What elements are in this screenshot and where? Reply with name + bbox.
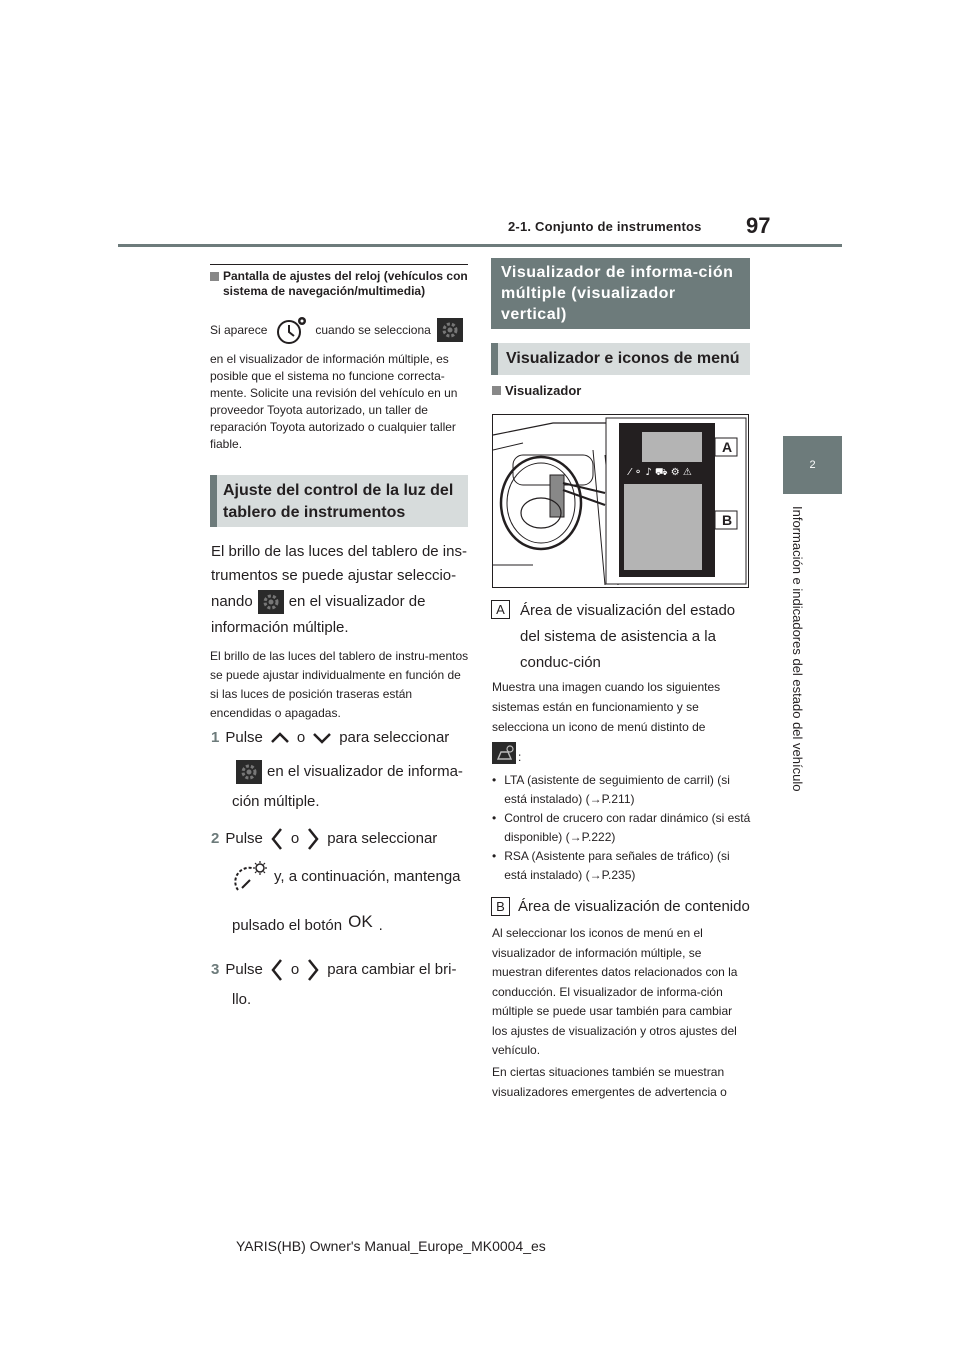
square-bullet-icon (210, 272, 219, 281)
manual-footer: YARIS(HB) Owner's Manual_Europe_MK0004_es (236, 1238, 546, 1254)
left-arrow-icon (269, 957, 285, 983)
step-2-cont: y, a continuación, mantenga (232, 860, 477, 894)
callout-a-label: A (722, 439, 733, 455)
step-3: 3 Pulse o para cambiar el bri- (211, 957, 471, 983)
chapter-side-label: Información e indicadores del estado del vehículo (790, 506, 805, 792)
clock-settings-heading: Pantalla de ajustes del reloj (vehículos con sistema de navegación/multimedia) (210, 264, 468, 299)
clock-warning-line: Si aparece cuando se selecciona (210, 315, 470, 345)
area-b-description: Al seleccionar los iconos de menú en el visualizador de información múltiple, se muestran diferentes datos relacionados con la conducción. El visualizador de informa-ción múltiple se puede usar también para cambiar los ajustes de visualización y otros ajustes del vehículo. (492, 926, 738, 1057)
assist-systems-list (492, 771, 752, 885)
list-item: • RSA (Asistente para señales de tráfico) (si está instalado) (→P.235) (492, 849, 730, 882)
list-item: • Control de crucero con radar dinámico (si está disponible) (→P.222) (492, 811, 751, 844)
square-bullet-icon (492, 386, 501, 395)
down-arrow-icon (311, 731, 333, 745)
callout-b-label: B (722, 512, 733, 528)
page-number: 97 (746, 213, 771, 238)
right-arrow-icon (305, 826, 321, 852)
up-arrow-icon (269, 731, 291, 745)
area-a-title: A Área de visualización del estado del sistema de asistencia a la conduc-ción (491, 598, 753, 676)
menu-icons-banner: Visualizador e iconos de menú (491, 343, 750, 375)
dashboard-drawing (493, 415, 748, 587)
ok-button-label: OK (348, 912, 373, 931)
settings-gear-icon (236, 760, 262, 784)
svg-text:⁄ ⚬ ♪ ⛟ ⚙ ⚠: ⁄ ⚬ ♪ ⛟ ⚙ ⚠ (629, 467, 692, 478)
step-2-end: pulsado el botón OK . (232, 912, 383, 934)
panel-light-note: El brillo de las luces del tablero de instru-mentos se puede ajustar individualmente en función de si las luces de posición traseras están encendidas o apagadas. (210, 649, 469, 720)
label-a-box: A (491, 600, 510, 619)
driving-assist-icon (492, 742, 516, 764)
panel-light-intro: El brillo de las luces del tablero de ins-trumentos se puede ajustar seleccio- nando en el visualizador de información múltiple. (211, 543, 467, 636)
label-b-box: B (491, 897, 510, 916)
right-arrow-icon (305, 957, 321, 983)
area-b-title: B Área de visualización de contenido (491, 897, 750, 916)
step-1: 1 Pulse o para seleccionar (211, 729, 450, 746)
chapter-number: 2 (809, 459, 816, 471)
brightness-gauge-icon (232, 860, 268, 894)
clock-warning-text: en el visualizador de información múltiple, es posible que el sistema no funcione correcta-mente. Solicite una revisión del vehículo en un proveedor Toyota autorizado, un taller de reparación Toyota autorizado o cualquier taller fiable. (210, 352, 458, 451)
step-1-cont: en el visualizador de informa- (236, 760, 476, 784)
area-b-popup-note: En ciertas situaciones también se muestran visualizadores emergentes de advertencia o (492, 1065, 727, 1099)
dashboard-illustration (492, 414, 749, 588)
left-arrow-icon (269, 826, 285, 852)
step-3-end: llo. (232, 991, 252, 1008)
chapter-tab (783, 436, 842, 494)
mid-display-banner: Visualizador de informa-ción múltiple (visualizador vertical) (491, 258, 750, 329)
assist-icon-line: : (492, 742, 521, 764)
display-subheading: Visualizador (492, 383, 581, 398)
list-item: • LTA (asistente de seguimiento de carril) (si está instalado) (→P.211) (492, 773, 730, 806)
clock-gear-icon (273, 315, 309, 345)
header-rule (118, 244, 842, 247)
panel-light-banner: Ajuste del control de la luz del tablero de instrumentos (210, 475, 468, 527)
settings-gear-icon (437, 318, 463, 342)
step-1-end: ción múltiple. (232, 793, 320, 810)
step-2: 2 Pulse o para seleccionar (211, 826, 471, 852)
settings-gear-icon (258, 590, 284, 614)
area-a-description: Muestra una imagen cuando los siguientes sistemas están en funcionamiento y se selecciona un icono de menú distinto de (492, 680, 721, 734)
section-title: 2-1. Conjunto de instrumentos (508, 219, 702, 234)
